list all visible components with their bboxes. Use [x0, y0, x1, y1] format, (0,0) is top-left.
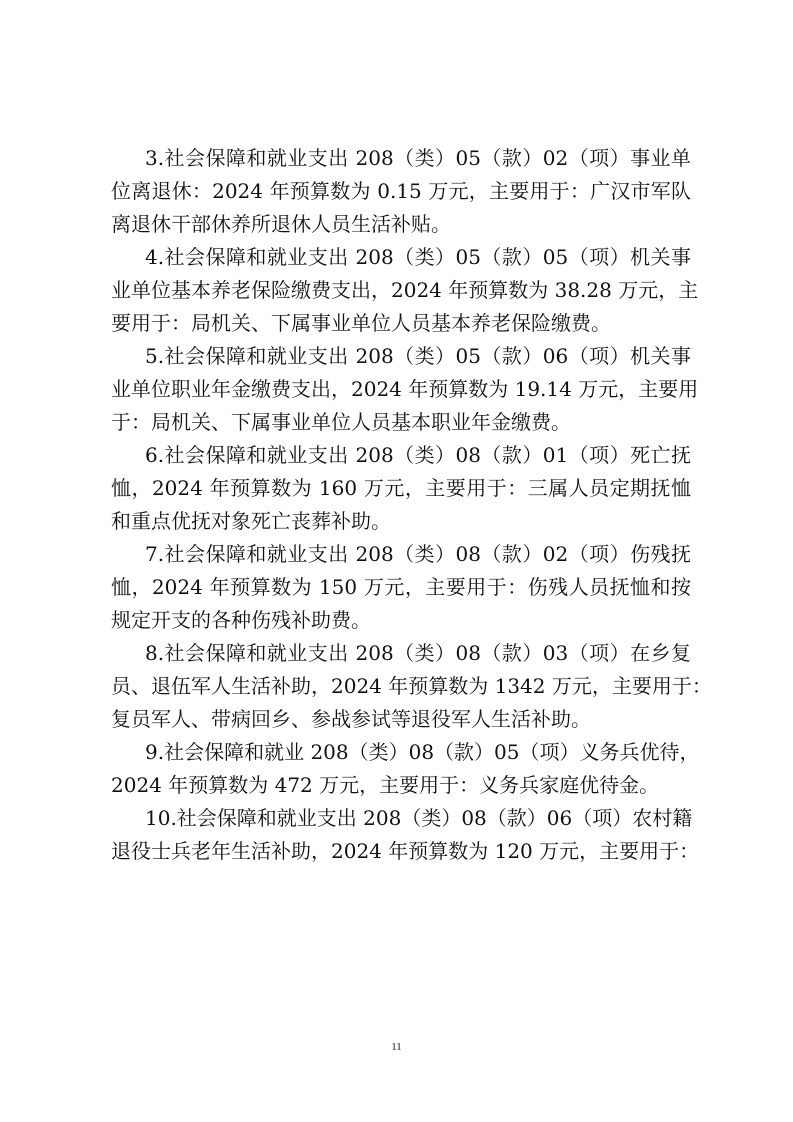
text-line: 恤，2024 年预算数为 160 万元，主要用于：三属人员定期抚恤 — [111, 476, 691, 500]
text-line: 业单位职业年金缴费支出，2024 年预算数为 19.14 万元，主要用 — [111, 377, 699, 401]
paragraph-item-8 — [111, 637, 712, 736]
text-line: 规定开支的各种伤残补助费。 — [111, 608, 371, 632]
text-line: 于：局机关、下属事业单位人员基本职业年金缴费。 — [111, 410, 571, 434]
text-line: 退役士兵老年生活补助，2024 年预算数为 120 万元，主要用于： — [111, 839, 700, 863]
text-line: 2024 年预算数为 472 万元，主要用于：义务兵家庭优待金。 — [111, 773, 660, 797]
text-line: 10.社会保障和就业支出 208（类）08（款）06（项）农村籍 — [145, 806, 693, 830]
paragraph-item-9 — [111, 736, 700, 802]
text-line: 要用于：局机关、下属事业单位人员基本养老保险缴费。 — [111, 311, 611, 335]
paragraph-item-7 — [111, 538, 691, 637]
text-line: 4.社会保障和就业支出 208（类）05（款）05（项）机关事 — [145, 245, 691, 269]
text-line: 8.社会保障和就业支出 208（类）08（款）03（项）在乡复 — [145, 641, 691, 665]
text-line: 3.社会保障和就业支出 208（类）05（款）02（项）事业单 — [145, 146, 691, 170]
paragraph-item-3 — [111, 142, 691, 241]
paragraph-item-10 — [111, 802, 700, 868]
text-line: 恤，2024 年预算数为 150 万元，主要用于：伤残人员抚恤和按 — [111, 575, 691, 599]
paragraph-item-5 — [111, 340, 699, 439]
page-number: 11 — [391, 1041, 402, 1053]
text-line: 复员军人、带病回乡、参战参试等退役军人生活补助。 — [111, 707, 591, 731]
text-line: 6.社会保障和就业支出 208（类）08（款）01（项）死亡抚 — [145, 443, 691, 467]
document-body — [111, 142, 712, 868]
text-line: 离退休干部休养所退休人员生活补贴。 — [111, 212, 451, 236]
text-line: 5.社会保障和就业支出 208（类）05（款）06（项）机关事 — [145, 344, 691, 368]
text-line: 9.社会保障和就业 208（类）08（款）05（项）义务兵优待， — [145, 740, 700, 764]
text-line: 位离退休：2024 年预算数为 0.15 万元，主要用于：广汉市军队 — [111, 179, 691, 203]
text-line: 员、退伍军人生活补助，2024 年预算数为 1342 万元，主要用于： — [111, 674, 712, 698]
text-line: 7.社会保障和就业支出 208（类）08（款）02（项）伤残抚 — [145, 542, 691, 566]
paragraph-item-4 — [111, 241, 699, 340]
paragraph-item-6 — [111, 439, 691, 538]
text-line: 业单位基本养老保险缴费支出，2024 年预算数为 38.28 万元，主 — [111, 278, 699, 302]
text-line: 和重点优抚对象死亡丧葬补助。 — [111, 509, 391, 533]
